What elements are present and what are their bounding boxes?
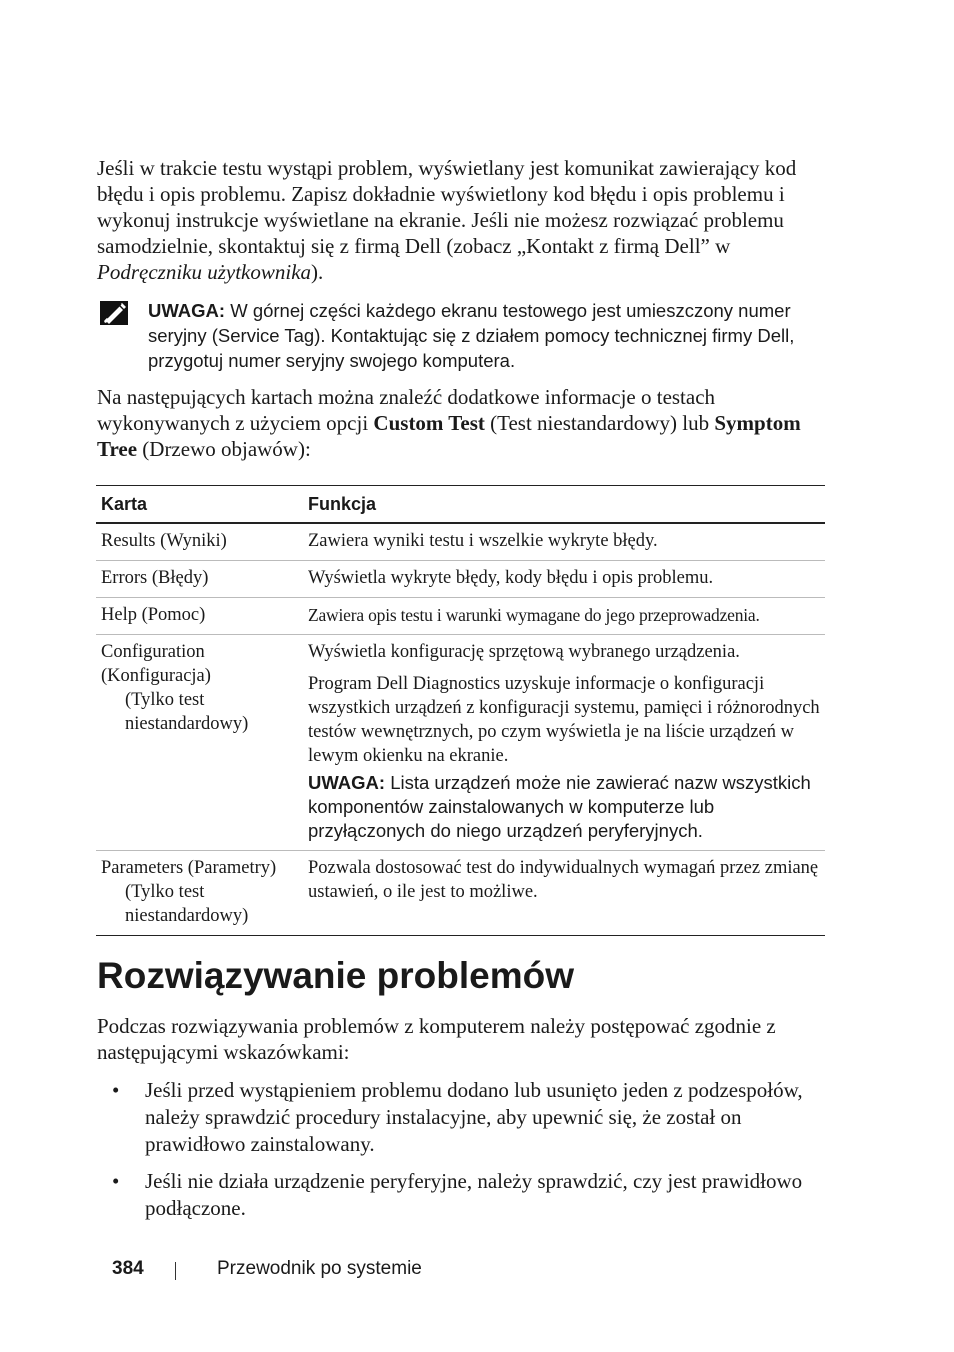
card-cell: Errors (Błędy) xyxy=(96,561,303,598)
note-pencil-icon xyxy=(100,301,128,325)
note-label: UWAGA: xyxy=(148,300,226,321)
function-cell: Zawiera opis testu i warunki wymagane do jego przeprowadzenia. xyxy=(303,598,825,635)
table-row xyxy=(96,523,825,561)
bullet-icon: • xyxy=(112,1078,120,1102)
note-box xyxy=(97,298,827,373)
table-header-row xyxy=(96,486,825,524)
card-cell: Configuration (Konfiguracja) (Tylko test niestandardowy) xyxy=(96,635,303,851)
card-cell: Parameters (Parametry) (Tylko test niestandardowy) xyxy=(96,851,303,936)
config-note-label: UWAGA: xyxy=(308,772,386,793)
function-cell: Zawiera wyniki testu i wszelkie wykryte błędy. xyxy=(303,523,825,561)
page-number: 384 xyxy=(112,1258,144,1279)
card-cell: Help (Pomoc) xyxy=(96,598,303,635)
section-heading: Rozwiązywanie problemów xyxy=(97,955,574,996)
table-row xyxy=(96,598,825,635)
note-text: W górnej części każdego ekranu testowego jest umieszczony numer seryjny (Service Tag). Kontaktując się z działem pomocy technicznej firmy Dell, przygotuj numer seryjny swojego komputera. xyxy=(148,300,795,371)
custom-test-label: Custom Test xyxy=(373,411,485,435)
function-cell: Wyświetla konfigurację sprzętową wybranego urządzenia. Program Dell Diagnostics uzyskuje informacje o konfiguracji wszystkich urządzeń z konfiguracji systemu, pamięci i różnorodnych testów wewnętrznych, po czym wyświetla je na liście urządzeń w lewym okienku na ekranie. UWAGA: Lista urządzeń może nie zawierać nazw wszystkich komponentów zainstalowanych w komputerze lub przyłączonych do niego urządzeń peryferyjnych. xyxy=(303,635,825,851)
cards-table xyxy=(96,485,825,936)
function-cell: Pozwala dostosować test do indywidualnych wymagań przez zmianę ustawień, o ile jest to możliwe. xyxy=(303,851,825,936)
header-karta: Karta xyxy=(96,486,303,524)
card-cell: Results (Wyniki) xyxy=(96,523,303,561)
footer-divider xyxy=(175,1262,176,1280)
card-subnote: (Tylko test niestandardowy) xyxy=(125,882,249,926)
function-cell: Wyświetla wykryte błędy, kody błędu i opis problemu. xyxy=(303,561,825,598)
bullet-icon: • xyxy=(112,1169,120,1193)
table-row xyxy=(96,851,825,936)
troubleshooting-intro: Podczas rozwiązywania problemów z komputerem należy postępować zgodnie z następującymi wskazówkami: xyxy=(97,1014,776,1064)
intro-italic: Podręczniku użytkownika xyxy=(97,260,312,284)
intro-paragraph: Jeśli w trakcie testu wystąpi problem, wyświetlany jest komunikat zawierający kod błędu i opis problemu. Zapisz dokładnie wyświetlony kod błędu i opis problemu i wykonuj instrukcje wyświetlane na ekranie. Jeśli nie możesz rozwiązać problemu samodzielnie, skontaktuj się z firmą Dell (zobacz „Kontakt z firmą Dell” w Podręczniku użytkownika). xyxy=(97,156,797,284)
card-subnote: (Tylko test niestandardowy) xyxy=(125,690,249,734)
table-row xyxy=(96,561,825,598)
header-funkcja: Funkcja xyxy=(303,486,825,524)
table-intro-paragraph: Na następujących kartach można znaleźć dodatkowe informacje o testach wykonywanych z użyciem opcji Custom Test (Test niestandardowy) lub Symptom Tree (Drzewo objawów): xyxy=(97,385,801,461)
table-row xyxy=(96,635,825,851)
footer-title: Przewodnik po systemie xyxy=(217,1258,422,1279)
list-item: • Jeśli nie działa urządzenie peryferyjne, należy sprawdzić, czy jest prawidłowo podłączone. xyxy=(112,1169,803,1220)
symptom-tree-label: Symptom Tree xyxy=(97,411,801,461)
list-item: • Jeśli przed wystąpieniem problemu dodano lub usunięto jeden z podzespołów, należy sprawdzić procedury instalacyjne, aby upewnić się, że został on prawidłowo zainstalowany. xyxy=(112,1078,803,1156)
